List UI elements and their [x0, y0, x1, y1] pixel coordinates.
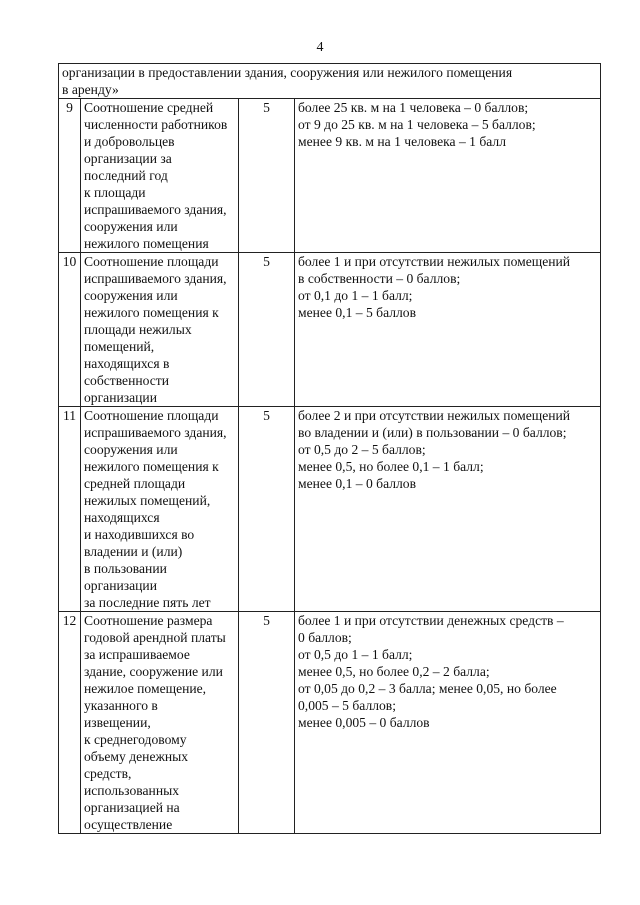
page-number: 4 [316, 40, 324, 55]
criterion-line: испрашиваемого здания, [84, 202, 227, 217]
scoring-line: менее 0,5, но более 0,2 – 2 балла; [298, 664, 490, 679]
criterion-line: сооружения или [84, 288, 178, 303]
scoring-line: от 0,1 до 1 – 1 балл; [298, 288, 413, 303]
criterion-line: организации [84, 390, 157, 405]
criterion-line: помещений, [84, 339, 155, 354]
criterion-line: последний год [84, 168, 168, 183]
criterion-line: нежилых помещений, [84, 493, 211, 508]
criterion-line: Соотношение площади [84, 254, 219, 269]
table-row [59, 253, 601, 407]
criterion-name [81, 612, 239, 834]
scoring-line: более 1 и при отсутствии денежных средств – [298, 613, 564, 628]
row-number: 10 [59, 253, 81, 407]
criterion-line: использованных [84, 783, 180, 798]
scoring-line: от 0,5 до 2 – 5 баллов; [298, 442, 426, 457]
criterion-line: за последние пять лет [84, 595, 211, 610]
max-score: 5 [239, 407, 295, 612]
criterion-line: объему денежных [84, 749, 189, 764]
criterion-line: сооружения или [84, 219, 178, 234]
scoring-line: менее 0,1 – 5 баллов [298, 305, 417, 320]
criterion-line: находящихся в [84, 356, 170, 371]
criterion-name [81, 99, 239, 253]
criteria-table [58, 63, 601, 834]
criterion-line: сооружения или [84, 442, 178, 457]
scoring-line: от 0,5 до 1 – 1 балл; [298, 647, 413, 662]
criterion-line: нежилого помещения к [84, 459, 219, 474]
max-score: 5 [239, 253, 295, 407]
criterion-line: Соотношение площади [84, 408, 219, 423]
criterion-line: средней площади [84, 476, 186, 491]
scoring-line: более 2 и при отсутствии нежилых помещений [298, 408, 571, 423]
criterion-line: собственности [84, 373, 170, 388]
table-row [59, 612, 601, 834]
continuation-cell [59, 64, 601, 99]
criterion-line: осуществление [84, 817, 173, 832]
row-number: 12 [59, 612, 81, 834]
criterion-line: Соотношение размера [84, 613, 213, 628]
criterion-line: нежилого помещения к [84, 305, 219, 320]
row-number: 9 [59, 99, 81, 253]
scoring-line: 0 баллов; [298, 630, 352, 645]
criterion-line: организацией на [84, 800, 180, 815]
criterion-line: организации за [84, 151, 172, 166]
scoring-rules [295, 253, 601, 407]
criterion-line: нежилого помещения [84, 236, 209, 251]
scoring-line: во владении и (или) в пользовании – 0 баллов; [298, 425, 567, 440]
criterion-line: нежилое помещение, [84, 681, 207, 696]
criterion-line: указанного в [84, 698, 158, 713]
scoring-line: 0,005 – 5 баллов; [298, 698, 397, 713]
scoring-line: от 9 до 25 кв. м на 1 человека – 5 баллов; [298, 117, 536, 132]
criterion-line: Соотношение средней [84, 100, 214, 115]
criterion-line: владении и (или) [84, 544, 183, 559]
criterion-line: численности работников [84, 117, 228, 132]
criterion-line: и находившихся во [84, 527, 195, 542]
scoring-line: более 1 и при отсутствии нежилых помещений [298, 254, 571, 269]
criterion-line: организации [84, 578, 157, 593]
scoring-line: менее 0,5, но более 0,1 – 1 балл; [298, 459, 484, 474]
criterion-line: к среднегодовому [84, 732, 187, 747]
criterion-line: площади нежилых [84, 322, 192, 337]
criterion-line: испрашиваемого здания, [84, 271, 227, 286]
criterion-line: годовой арендной платы [84, 630, 226, 645]
criterion-line: к площади [84, 185, 146, 200]
scoring-rules [295, 407, 601, 612]
criterion-line: находящихся [84, 510, 160, 525]
scoring-rules [295, 612, 601, 834]
criterion-line: испрашиваемого здания, [84, 425, 227, 440]
criterion-line: за испрашиваемое [84, 647, 190, 662]
scoring-line: от 0,05 до 0,2 – 3 балла; менее 0,05, но более [298, 681, 557, 696]
scoring-rules [295, 99, 601, 253]
criterion-line: средств, [84, 766, 132, 781]
scoring-line: в собственности – 0 баллов; [298, 271, 461, 286]
row-number: 11 [59, 407, 81, 612]
continuation-line: организации в предоставлении здания, сооружения или нежилого помещения [62, 65, 513, 80]
criterion-line: и добровольцев [84, 134, 175, 149]
continuation-line: в аренду» [62, 82, 119, 97]
criterion-line: в пользовании [84, 561, 167, 576]
criterion-line: извещении, [84, 715, 151, 730]
criterion-name [81, 253, 239, 407]
table-row [59, 407, 601, 612]
scoring-line: менее 9 кв. м на 1 человека – 1 балл [298, 134, 506, 149]
scoring-line: более 25 кв. м на 1 человека – 0 баллов; [298, 100, 529, 115]
table-row-continuation [59, 64, 601, 99]
max-score: 5 [239, 99, 295, 253]
table-row [59, 99, 601, 253]
max-score: 5 [239, 612, 295, 834]
criterion-name [81, 407, 239, 612]
scoring-line: менее 0,005 – 0 баллов [298, 715, 430, 730]
criterion-line: здание, сооружение или [84, 664, 223, 679]
scoring-line: менее 0,1 – 0 баллов [298, 476, 417, 491]
